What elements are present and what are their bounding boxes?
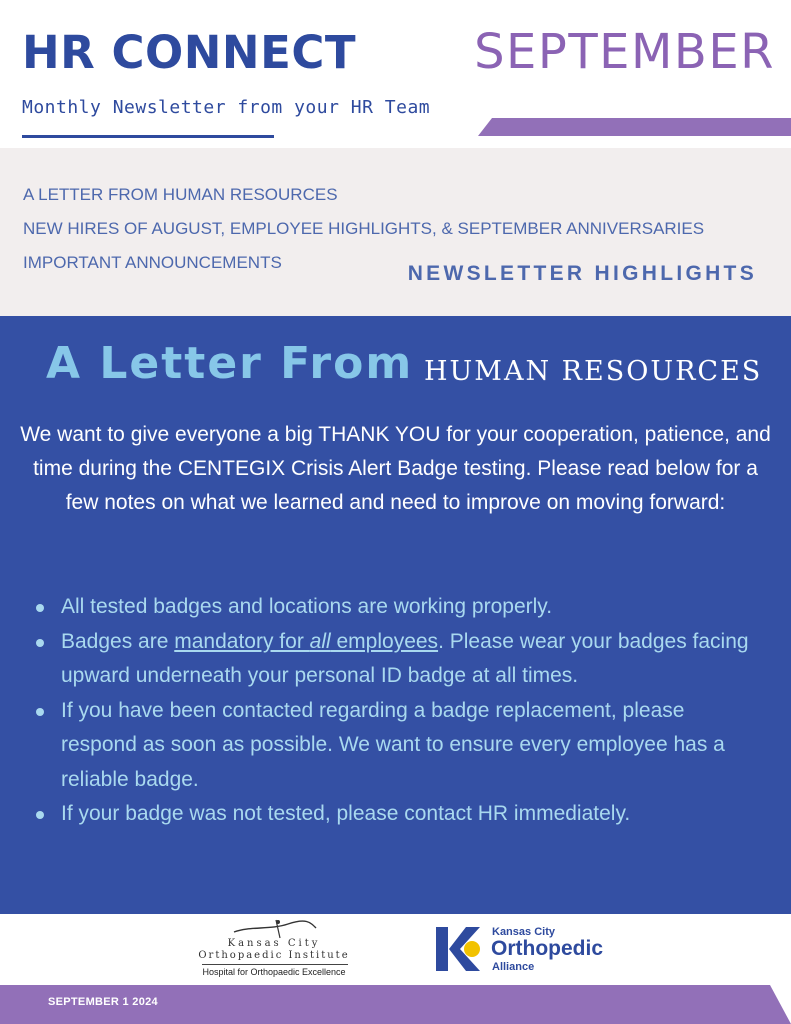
kcoi-logo [190, 918, 358, 982]
bullet-text-tail: . Please wear your badges facing upward underneath your personal ID badge at all times. [61, 629, 749, 687]
mandatory-emphasis [174, 630, 438, 653]
kcoi-name-line2: Orthopaedic Institute [198, 950, 350, 961]
bullet-text-lead: Badges are [61, 629, 175, 653]
kcoi-divider [202, 964, 348, 965]
highlight-item: IMPORTANT ANNOUNCEMENTS [23, 253, 282, 272]
letter-title-sub: HUMAN RESOURCES [424, 356, 763, 387]
signature-mark-icon [230, 918, 320, 940]
bullet-item [36, 694, 766, 798]
highlights-heading: NEWSLETTER HIGHLIGHTS [407, 262, 757, 285]
letter-title: A Letter From [46, 338, 414, 389]
letter-bullet-list [36, 590, 766, 832]
bullet-text: If your badge was not tested, please contact HR immediately. [61, 802, 631, 825]
newsletter-subtitle: Monthly Newsletter from your HR Team [22, 97, 431, 118]
highlights-section [0, 148, 791, 316]
kcoa-name-line1: Kansas City [492, 926, 555, 938]
bullet-text: If you have been contacted regarding a badge replacement, please respond as soon as possible. We want to ensure every employee has a reliable badge. [61, 698, 725, 791]
bullet-text: All tested badges and locations are working properly. [61, 595, 553, 618]
bullet-item [36, 590, 766, 625]
mandatory-text: mandatory for [174, 629, 310, 653]
kcoa-name-line2: Orthopedic [491, 937, 604, 960]
all-emphasis: all [309, 629, 331, 653]
bullet-dot-icon [36, 639, 44, 647]
employees-text: employees [330, 629, 439, 653]
newsletter-title: HR CONNECT [22, 26, 357, 79]
bullet-dot-icon [36, 811, 44, 819]
bullet-item [36, 625, 766, 694]
kcoa-name-line3: Alliance [492, 961, 535, 973]
kcoi-name-line1: Kansas City [227, 938, 321, 949]
issue-date: SEPTEMBER 1 2024 [48, 996, 158, 1008]
header-accent-bar [478, 118, 791, 136]
letter-section [0, 316, 791, 914]
bullet-item [36, 797, 766, 832]
letter-intro: We want to give everyone a big THANK YOU for your cooperation, patience, and time during the CENTEGIX Crisis Alert Badge testing. Please read below for a few notes on what we learned and need to improve on moving forward: [20, 423, 771, 514]
bullet-dot-icon [36, 604, 44, 612]
kcoi-tagline: Hospital for Orthopaedic Excellence [202, 967, 346, 977]
subtitle-underline [22, 135, 274, 138]
highlight-item: NEW HIRES OF AUGUST, EMPLOYEE HIGHLIGHTS, & SEPTEMBER ANNIVERSARIES [23, 219, 705, 238]
bullet-dot-icon [36, 708, 44, 716]
k-logo-icon [436, 925, 488, 973]
kcoa-logo [436, 925, 636, 975]
highlight-item: A LETTER FROM HUMAN RESOURCES [23, 185, 338, 204]
newsletter-month: SEPTEMBER [474, 24, 775, 80]
